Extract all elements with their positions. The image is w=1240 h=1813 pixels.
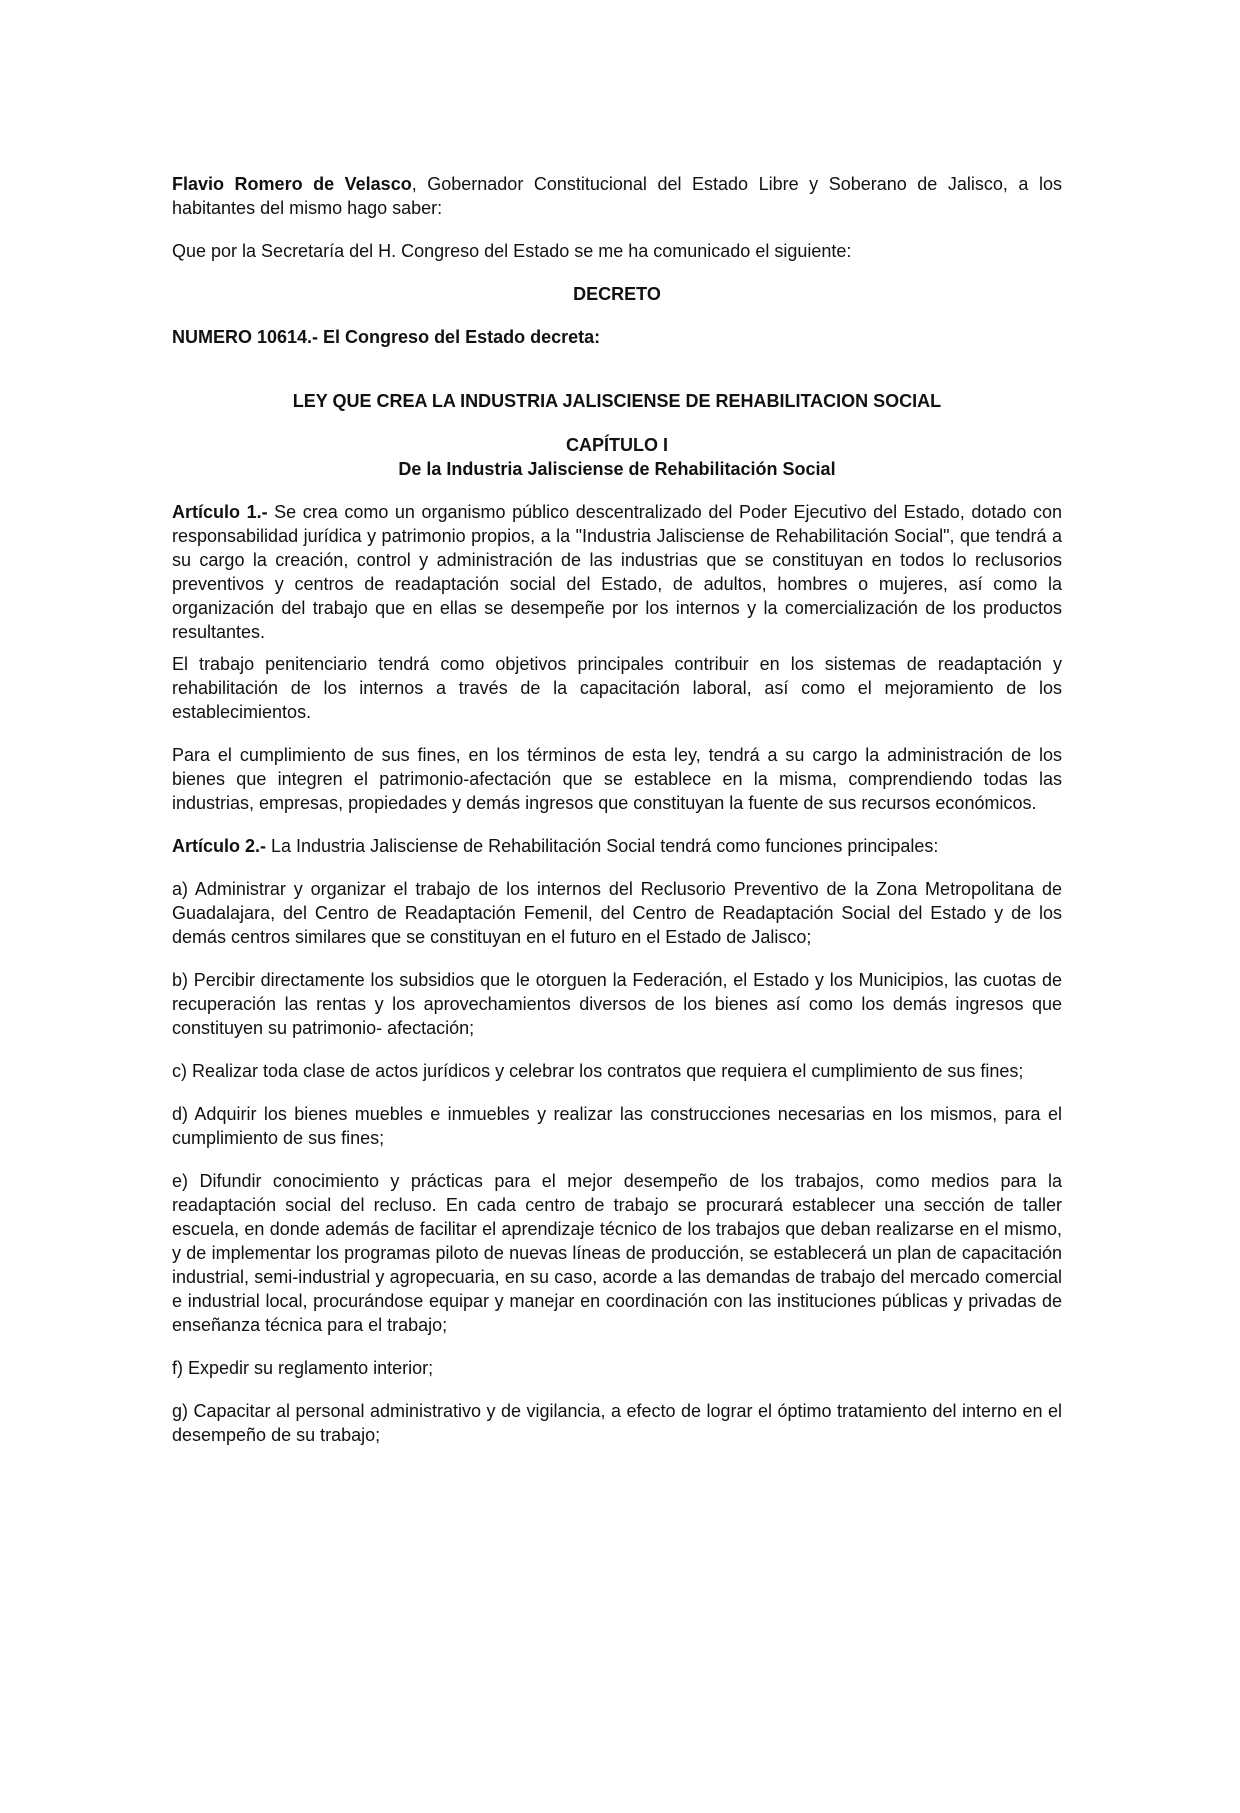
article-1-label: Artículo 1.- <box>172 502 268 522</box>
article-2-item-c: c) Realizar toda clase de actos jurídicos y celebrar los contratos que requiera el cumplimiento de sus fines; <box>172 1061 1024 1081</box>
article-2-item-a: a) Administrar y organizar el trabajo de los internos del Reclusorio Preventivo de la Zona Metropolitana de Guadalajara, del Centro de Readaptación Femenil, del Centro de Readaptación Social del Estado y de los demás centros similares que se constituyan en el futuro en el Estado de Jalisco; <box>172 879 1062 947</box>
law-title: LEY QUE CREA LA INDUSTRIA JALISCIENSE DE REHABILITACION SOCIAL <box>292 391 942 411</box>
article-2-item-e: e) Difundir conocimiento y prácticas para el mejor desempeño de los trabajos, como medios para la readaptación social del recluso. En cada centro de trabajo se procurará establecer una sección de taller escuela, en donde además de facilitar el aprendizaje técnico de los trabajos que deban realizarse en el mismo, y de implementar los programas piloto de nuevas líneas de producción, se establecerá un plan de capacitación industrial, semi-industrial y agropecuaria, en su caso, acorde a las demandas de trabajo del mercado comercial e industrial local, procurándose equipar y manejar en coordinación con las instituciones públicas y privadas de enseñanza técnica para el trabajo; <box>172 1171 1062 1335</box>
article-2-item-g: g) Capacitar al personal administrativo y de vigilancia, a efecto de lograr el óptimo tratamiento del interno en el desempeño de su trabajo; <box>172 1401 1062 1445</box>
chapter-subtitle: De la Industria Jalisciense de Rehabilitación Social <box>398 459 836 479</box>
intro-paragraph <box>172 172 1062 220</box>
article-1-paragraph-2: El trabajo penitenciario tendrá como objetivos principales contribuir en los sistemas de readaptación y rehabilitación de los internos a través de la capacitación laboral, así como el mejoramiento de los establecimientos. <box>172 654 1062 722</box>
decree-number-line: NUMERO 10614.- El Congreso del Estado decreta: <box>172 327 601 347</box>
article-1-paragraph-3: Para el cumplimiento de sus fines, en los términos de esta ley, tendrá a su cargo la administración de los bienes que integren el patrimonio-afectación que se establece en la misma, comprendiendo todas las industrias, empresas, propiedades y demás ingresos que constituyan la fuente de sus recursos económicos. <box>172 745 1062 813</box>
article-2-item-d: d) Adquirir los bienes muebles e inmuebles y realizar las construcciones necesarias en los mismos, para el cumplimiento de sus fines; <box>172 1104 1062 1148</box>
chapter-number: CAPÍTULO I <box>566 435 668 455</box>
communicated-paragraph: Que por la Secretaría del H. Congreso del Estado se me ha comunicado el siguiente: <box>172 241 852 261</box>
article-2-label: Artículo 2.- <box>172 836 267 856</box>
document-page <box>172 172 1062 1466</box>
article-2-item-f: f) Expedir su reglamento interior; <box>172 1358 434 1378</box>
chapter-heading <box>172 433 1062 481</box>
intro-text: , Gobernador Constitucional del Estado Libre y Soberano de Jalisco, a los habitantes del mismo hago saber: <box>172 174 1062 218</box>
governor-name: Flavio Romero de Velasco <box>172 174 412 194</box>
article-2-paragraph <box>172 834 1062 858</box>
article-2-text: La Industria Jalisciense de Rehabilitación Social tendrá como funciones principales: <box>266 836 939 856</box>
article-2-item-b: b) Percibir directamente los subsidios que le otorguen la Federación, el Estado y los Municipios, las cuotas de recuperación las rentas y los aprovechamientos diversos de los bienes así como los demás ingresos que constituyen su patrimonio- afectación; <box>172 970 1062 1038</box>
decree-label: DECRETO <box>573 284 661 304</box>
article-1-text: Se crea como un organismo público descentralizado del Poder Ejecutivo del Estado, dotado con responsabilidad jurídica y patrimonio propios, a la "Industria Jalisciense de Rehabilitación Social", que tendrá a su cargo la creación, control y administración de las industrias que se constituyan en todos lo reclusorios preventivos y centros de readaptación social del Estado, de adultos, hombres o mujeres, así como la organización del trabajo que en ellas se desempeñe por los internos y la comercialización de los productos resultantes. <box>172 502 1062 642</box>
article-1-paragraph <box>172 500 1062 644</box>
